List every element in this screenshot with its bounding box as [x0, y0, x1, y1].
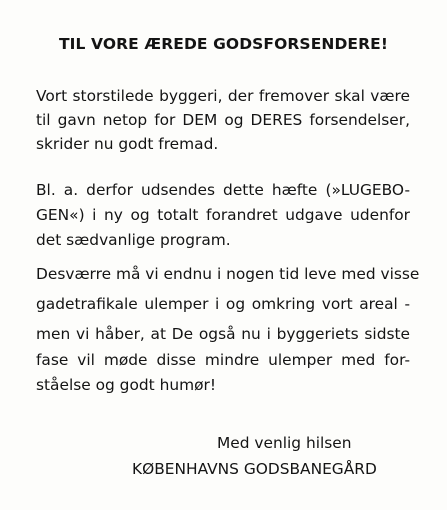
paragraph-3-line-1: Desværre må vi endnu i nogen tid leve med visse — [36, 265, 420, 283]
paragraph-2-line-2: GEN«) i ny og totalt forandret udgave udenfor — [36, 206, 410, 224]
paragraph-3-line-2: gadetrafikale ulemper i og omkring vort areal - — [36, 295, 410, 313]
paragraph-1-line-2: til gavn netop for DEM og DERES forsendelser, — [36, 111, 410, 129]
paragraph-2-line-3: det sædvanlige program. — [36, 231, 231, 249]
paragraph-2-line-1: Bl. a. derfor udsendes dette hæfte (»LUGEBO- — [36, 181, 410, 199]
paragraph-3-line-5: ståelse og godt humør! — [36, 376, 216, 394]
paragraph-3-line-4: fase vil møde disse mindre ulemper med for- — [36, 351, 410, 369]
letter-title: TIL VORE ÆREDE GODSFORSENDERE! — [58, 35, 389, 53]
paragraph-1-line-1: Vort storstilede byggeri, der fremover skal være — [36, 87, 410, 105]
letter-signature: KØBENHAVNS GODSBANEGÅRD — [132, 460, 377, 478]
letter-closing: Med venlig hilsen — [217, 434, 352, 452]
paragraph-3-line-3: men vi håber, at De også nu i byggeriets sidste — [36, 325, 410, 343]
paragraph-1-line-3: skrider nu godt fremad. — [36, 135, 219, 153]
